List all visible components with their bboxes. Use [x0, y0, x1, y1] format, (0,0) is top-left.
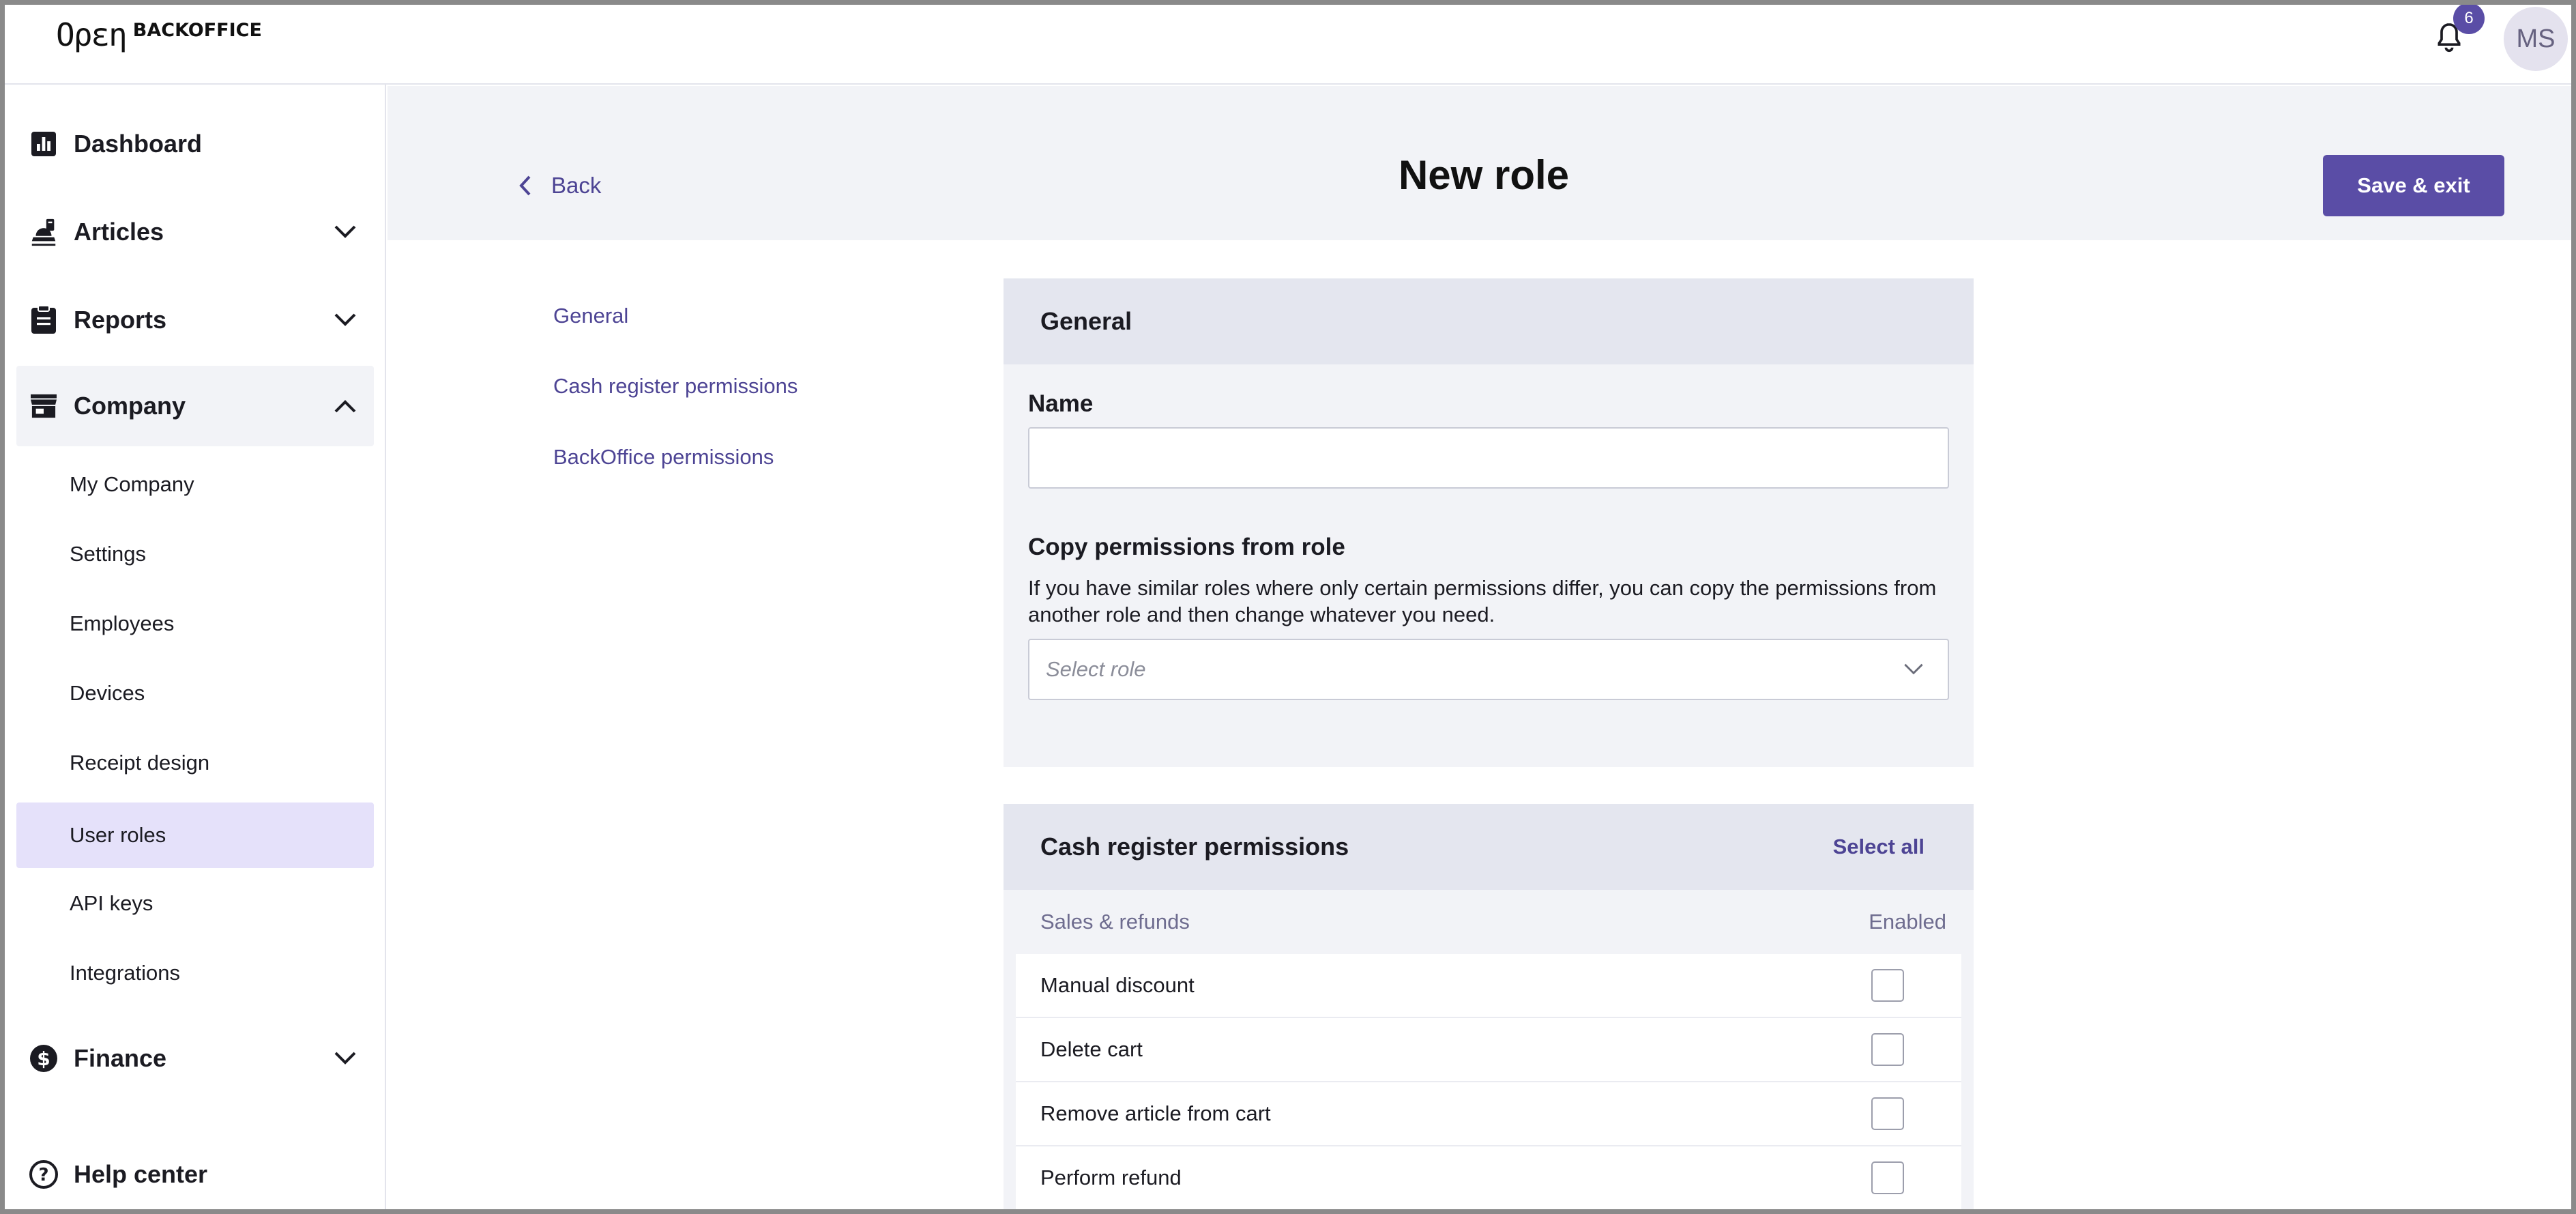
- chevron-down-icon: [1899, 654, 1929, 684]
- copy-permissions-label: Copy permissions from role: [1028, 534, 1345, 560]
- permission-row: [1016, 954, 1961, 1018]
- cash-register-permissions-card: [1004, 804, 1974, 1214]
- chevron-down-icon[interactable]: [332, 218, 359, 246]
- copy-permissions-help-line-2: another role and then change whatever you need.: [1028, 603, 1495, 626]
- permission-checkbox[interactable]: [1871, 1033, 1904, 1066]
- permission-checkbox[interactable]: [1871, 1161, 1904, 1194]
- sidebar-item-label: My Company: [70, 472, 194, 496]
- svg-text:$: $: [37, 1047, 50, 1070]
- sidebar-item-employees[interactable]: [16, 591, 374, 656]
- general-card-title: General: [1040, 307, 1132, 335]
- chevron-left-icon: [518, 175, 531, 196]
- chevron-down-icon[interactable]: [332, 306, 359, 334]
- sidebar-item-api-keys[interactable]: [16, 871, 374, 936]
- permission-checkbox[interactable]: [1871, 969, 1904, 1002]
- store-icon: [27, 390, 60, 422]
- sidebar-item-dashboard[interactable]: [16, 104, 374, 184]
- chevron-up-icon[interactable]: [332, 392, 359, 420]
- sidebar-item-user-roles[interactable]: [16, 803, 374, 868]
- section-link-backoffice-permissions[interactable]: BackOffice permissions: [553, 445, 774, 469]
- dollar-icon: [27, 1042, 60, 1075]
- select-role-placeholder: Select role: [1046, 657, 1146, 681]
- logo-text: BACKOFFICE: [132, 19, 262, 41]
- sidebar-item-receipt-design[interactable]: [16, 730, 374, 796]
- permission-label: Perform refund: [1040, 1166, 1182, 1189]
- enabled-column-header: Enabled: [1869, 910, 1946, 934]
- select-role-dropdown[interactable]: [1028, 639, 1949, 700]
- sidebar-item-help-center[interactable]: [16, 1134, 374, 1214]
- copy-permissions-help-line-1: If you have similar roles where only certain permissions differ, you can copy the permissions from: [1028, 576, 1937, 600]
- copy-permissions-help: [1028, 575, 1970, 628]
- permission-row: [1016, 1146, 1961, 1211]
- sidebar-item-label: Reports: [74, 306, 167, 334]
- sidebar-item-label: Dashboard: [74, 130, 203, 158]
- permission-label: Remove article from cart: [1040, 1101, 1271, 1125]
- back-button[interactable]: [518, 168, 601, 203]
- select-all-link[interactable]: Select all: [1832, 835, 1924, 858]
- sidebar-item-finance[interactable]: [16, 1018, 374, 1099]
- sidebar-item-articles[interactable]: [16, 192, 374, 272]
- sidebar-item-my-company[interactable]: [16, 452, 374, 517]
- cash-register-card-header: [1004, 804, 1974, 890]
- permission-group-title: Sales & refunds: [1040, 910, 1190, 934]
- cash-register-card-title: Cash register permissions: [1040, 833, 1349, 861]
- articles-icon: [27, 216, 60, 248]
- permission-row: [1016, 1082, 1961, 1146]
- name-input[interactable]: [1028, 427, 1949, 489]
- sidebar-item-devices[interactable]: [16, 661, 374, 726]
- sidebar-item-label: User roles: [70, 823, 166, 847]
- sidebar-item-label: API keys: [70, 891, 153, 915]
- user-avatar[interactable]: MS: [2504, 7, 2568, 71]
- permission-group-header: [1004, 890, 1974, 954]
- permission-checkbox[interactable]: [1871, 1097, 1904, 1130]
- sidebar-item-label: Integrations: [70, 961, 180, 985]
- logo[interactable]: [56, 18, 262, 52]
- sidebar: [0, 85, 386, 1214]
- section-link-general[interactable]: General: [553, 304, 629, 328]
- notification-count-badge: 6: [2453, 3, 2485, 34]
- permission-label: Manual discount: [1040, 973, 1195, 997]
- section-link-cash-register-permissions[interactable]: Cash register permissions: [553, 374, 798, 398]
- back-label: Back: [551, 173, 602, 198]
- svg-text:?: ?: [38, 1165, 49, 1185]
- permission-row: [1016, 1018, 1961, 1082]
- sidebar-item-company[interactable]: [16, 366, 374, 446]
- dashboard-icon: [27, 128, 60, 160]
- sidebar-item-label: Finance: [74, 1044, 167, 1072]
- logo-mark: Oρεη: [56, 16, 126, 53]
- chevron-down-icon[interactable]: [332, 1045, 359, 1072]
- sidebar-item-label: Receipt design: [70, 751, 210, 775]
- general-card: [1004, 278, 1974, 767]
- name-label: Name: [1028, 390, 1094, 417]
- page-title: New role: [1398, 152, 1570, 198]
- sidebar-item-label: Articles: [74, 218, 164, 246]
- permission-label: Delete cart: [1040, 1037, 1143, 1061]
- top-bar: [0, 0, 2576, 85]
- sidebar-item-settings[interactable]: [16, 521, 374, 587]
- save-and-exit-button[interactable]: Save & exit: [2323, 155, 2504, 216]
- sidebar-item-label: Help center: [74, 1160, 208, 1188]
- sidebar-item-label: Devices: [70, 681, 145, 705]
- sidebar-item-label: Employees: [70, 611, 175, 635]
- sidebar-item-integrations[interactable]: [16, 940, 374, 1006]
- sidebar-item-label: Settings: [70, 542, 147, 566]
- help-icon: [27, 1158, 60, 1191]
- sidebar-item-label: Company: [74, 392, 186, 420]
- reports-icon: [27, 304, 60, 336]
- sidebar-item-reports[interactable]: [16, 280, 374, 360]
- general-card-header: [1004, 278, 1974, 364]
